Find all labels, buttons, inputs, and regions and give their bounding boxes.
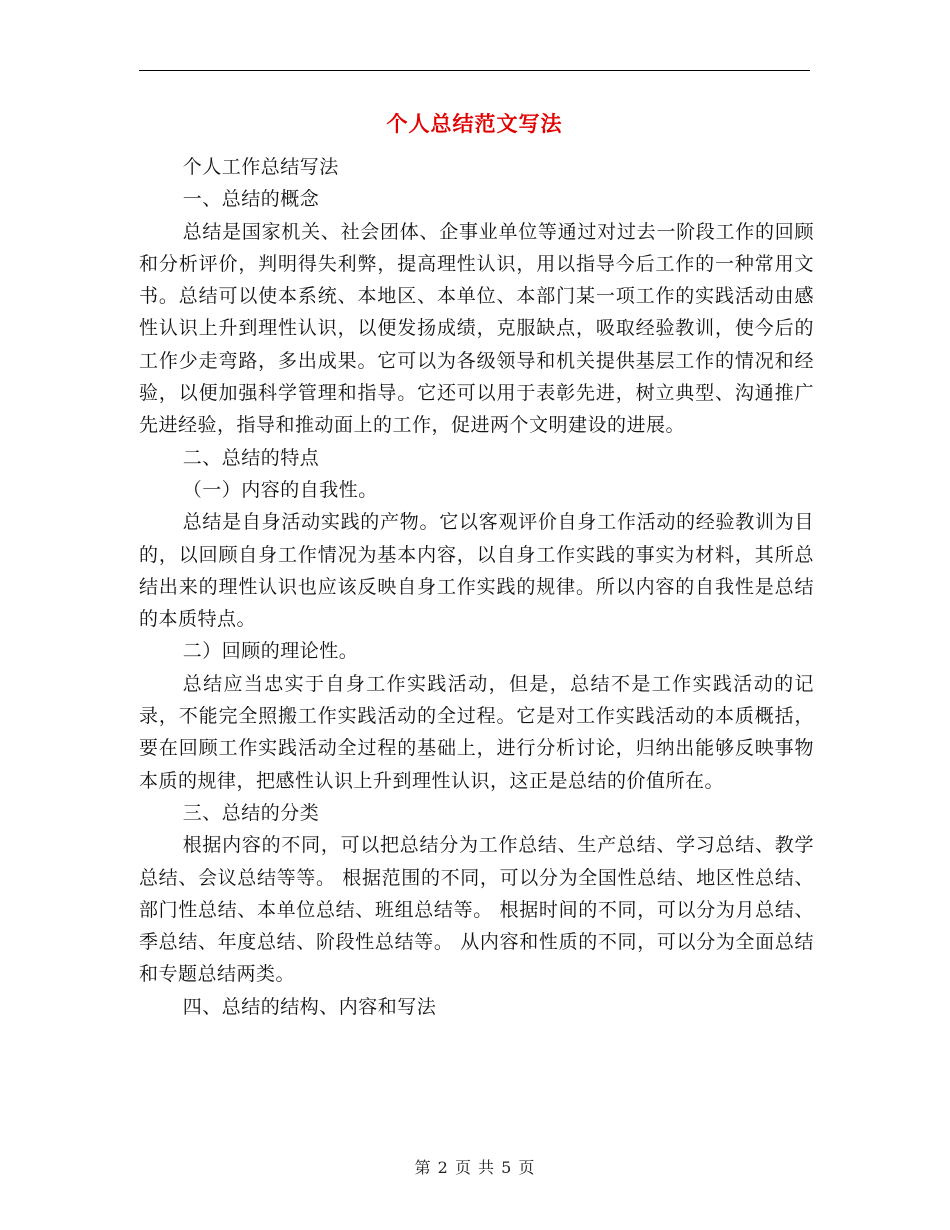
paragraph-classification: 根据内容的不同，可以把总结分为工作总结、生产总结、学习总结、教学总结、会议总结等等。 根据范围的不同，可以分为全国性总结、地区性总结、部门性总结、本单位总结、班组总结等。 根据时间的不同，可以分为月总结、季总结、年度总结、阶段性总结等。 从内容和性质的不同，可以分为全面总结和专题总结两类。 [139, 834, 814, 986]
page-number: 第 2 页 共 5 页 [414, 1158, 536, 1177]
section-heading-structure: 四、总结的结构、内容和写法 [182, 995, 437, 1018]
document-body [139, 151, 814, 1023]
section-heading-features: 二、总结的特点 [182, 446, 320, 469]
document-title: 个人总结范文写法 [386, 112, 563, 136]
paragraph-subtitle: 个人工作总结写法 [182, 156, 339, 178]
section-heading-classification: 三、总结的分类 [182, 801, 320, 824]
section-heading-concept: 一、总结的概念 [182, 188, 320, 211]
paragraph-concept: 总结是国家机关、社会团体、企事业单位等通过对过去一阶段工作的回顾和分析评价，判明得失利弊，提高理性认识，用以指导今后工作的一种常用文书。总结可以使本系统、本地区、本单位、本部门某一项工作的实践活动由感性认识上升到理性认识，以便发扬成绩，克服缺点，吸取经验教训，使今后的工作少走弯路，多出成果。它可以为各级领导和机关提供基层工作的情况和经验，以便加强科学管理和指导。它还可以用于表彰先进，树立典型、沟通推广先进经验，指导和推动面上的工作，促进两个文明建设的进展。 [139, 220, 814, 437]
subheading-self-nature: （一）内容的自我性。 [182, 478, 378, 501]
paragraph-theory: 总结应当忠实于自身工作实践活动，但是，总结不是工作实践活动的记录，不能完全照搬工作实践活动的全过程。它是对工作实践活动的本质概括，要在回顾工作实践活动全过程的基础上，进行分析讨论，归纳出能够反映事物本质的规律，把感性认识上升到理性认识，这正是总结的价值所在。 [139, 672, 814, 792]
paragraph-self-nature: 总结是自身活动实践的产物。它以客观评价自身工作活动的经验教训为目的，以回顾自身工作情况为基本内容，以自身工作实践的事实为材料，其所总结出来的理性认识也应该反映自身工作实践的规律。所以内容的自我性是总结的本质特点。 [139, 511, 814, 631]
header-rule [139, 70, 810, 71]
subheading-theory: 二）回顾的理论性。 [182, 640, 359, 663]
